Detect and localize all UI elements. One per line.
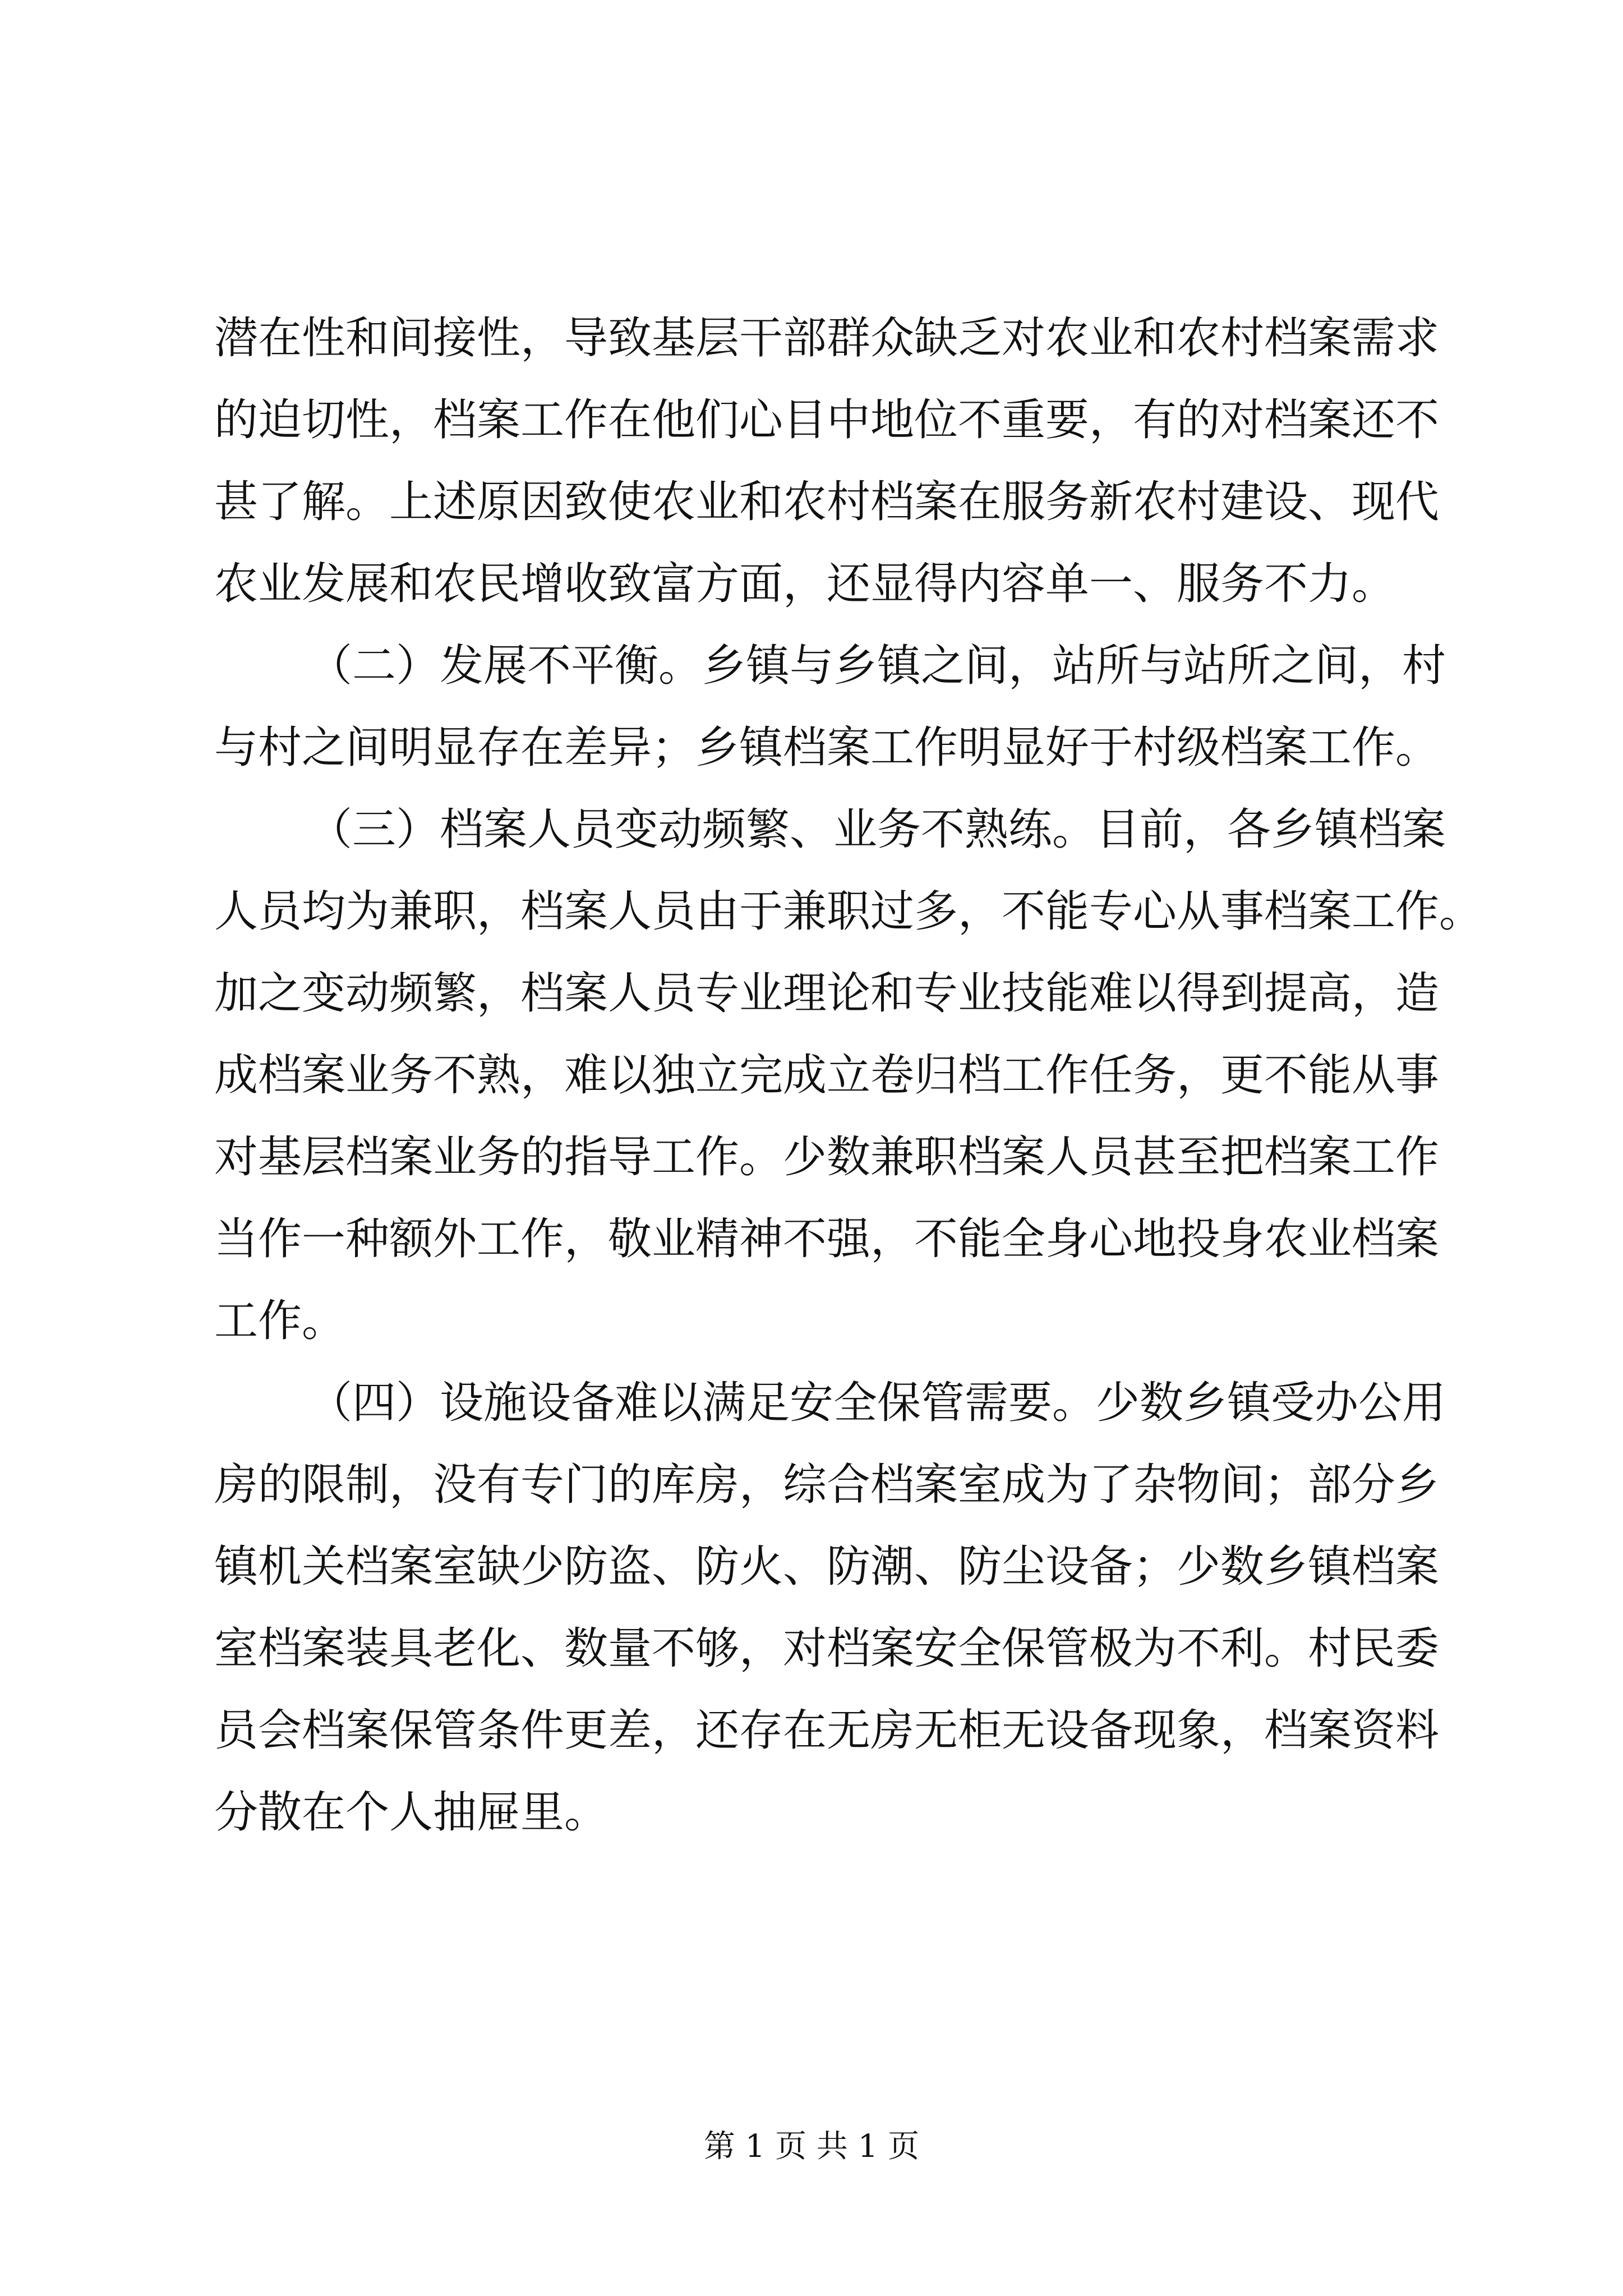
document-body	[214, 297, 1483, 1853]
text-line: 加之变动频繁，档案人员专业理论和专业技能难以得到提高，造	[214, 968, 1440, 1019]
text-line: 房的限制，没有专门的库房，综合档案室成为了杂物间；部分乡	[214, 1460, 1440, 1510]
text-line: （二）发展不平衡。乡镇与乡镇之间，站所与站所之间，村	[308, 641, 1446, 691]
text-line: 潜在性和间接性，导致基层干部群众缺乏对农业和农村档案需求	[214, 313, 1440, 364]
text-line: 工作。	[214, 1296, 346, 1346]
text-line: 人员均为兼职，档案人员由于兼职过多，不能专心从事档案工作。	[214, 886, 1483, 937]
text-line: 甚了解。上述原因致使农业和农村档案在服务新农村建设、现代	[214, 477, 1440, 527]
text-line: 员会档案保管条件更差，还存在无房无柜无设备现象，档案资料	[214, 1705, 1440, 1756]
text-line: 农业发展和农民增收致富方面，还显得内容单一、服务不力。	[214, 559, 1396, 609]
text-line: 镇机关档案室缺少防盗、防火、防潮、防尘设备；少数乡镇档案	[214, 1542, 1440, 1592]
text-line: 成档案业务不熟，难以独立完成立卷归档工作任务，更不能从事	[214, 1050, 1440, 1101]
text-line: 当作一种额外工作，敬业精神不强，不能全身心地投身农业档案	[214, 1214, 1440, 1264]
paragraph-2	[214, 625, 1446, 789]
text-line: 室档案装具老化、数量不够，对档案安全保管极为不利。村民委	[214, 1623, 1440, 1674]
text-line: （三）档案人员变动频繁、业务不熟练。目前，各乡镇档案	[308, 804, 1446, 855]
text-line: 与村之间明显存在差异；乡镇档案工作明显好于村级档案工作。	[214, 723, 1440, 773]
text-line: （四）设施设备难以满足安全保管需要。少数乡镇受办公用	[308, 1378, 1446, 1428]
text-line: 的迫切性，档案工作在他们心目中地位不重要，有的对档案还不	[214, 395, 1440, 445]
page-number-label: 第 1 页 共 1 页	[703, 2128, 920, 2165]
paragraph-4	[214, 1362, 1446, 1853]
page-footer	[0, 2122, 1623, 2166]
paragraph-1	[214, 297, 1440, 625]
text-line: 对基层档案业务的指导工作。少数兼职档案人员甚至把档案工作	[214, 1132, 1440, 1182]
paragraph-3	[214, 789, 1483, 1362]
text-line: 分散在个人抽屉里。	[214, 1787, 608, 1838]
